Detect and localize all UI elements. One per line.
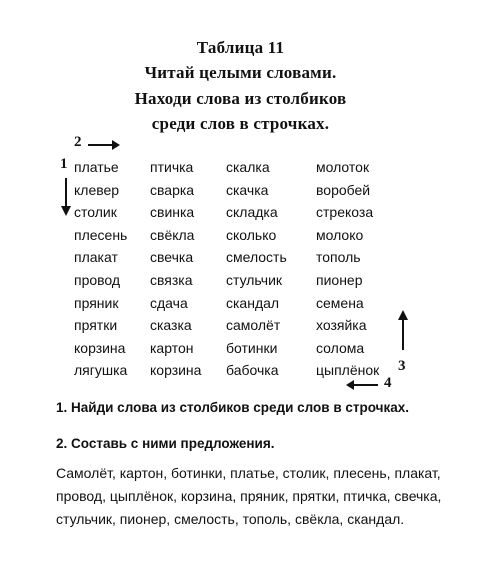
word-cell: столик bbox=[74, 204, 117, 221]
word-column-1 bbox=[74, 156, 127, 382]
word-cell: лягушка bbox=[74, 362, 128, 379]
word-cell: корзина bbox=[150, 362, 202, 379]
word-cell: платье bbox=[74, 159, 119, 175]
task-item-2: 2. Составь с ними предложения. bbox=[56, 436, 275, 451]
marker-3: 3 bbox=[398, 358, 406, 374]
word-cell: воробей bbox=[316, 181, 371, 198]
marker-4: 4 bbox=[384, 375, 392, 391]
word-cell: складка bbox=[226, 204, 278, 221]
marker-2: 2 bbox=[74, 134, 82, 150]
right-arrow-icon bbox=[86, 138, 122, 152]
word-cell: птичка bbox=[150, 159, 194, 175]
word-cell: картон bbox=[150, 339, 194, 356]
word-cell: плакат bbox=[74, 249, 118, 266]
word-cell: свечка bbox=[150, 249, 194, 266]
word-cell: смелость bbox=[226, 249, 287, 266]
word-cell: сдача bbox=[150, 294, 188, 311]
word-cell: скандал bbox=[226, 294, 280, 311]
word-cell: хозяйка bbox=[316, 317, 367, 334]
table-title: Таблица 11 bbox=[196, 38, 285, 57]
word-cell: бабочка bbox=[226, 362, 279, 379]
word-cell: стульчик bbox=[226, 271, 283, 288]
word-cell: самолёт bbox=[226, 317, 281, 334]
word-cell: цыплёнок bbox=[316, 362, 380, 379]
word-cell: провод bbox=[74, 271, 121, 288]
task-item-1: 1. Найди слова из столбиков среди слов в строчках. bbox=[56, 400, 410, 415]
word-cell: свинка bbox=[150, 204, 195, 221]
word-cell: стрекоза bbox=[316, 204, 374, 221]
word-column-2 bbox=[150, 156, 201, 382]
word-cell: тополь bbox=[316, 249, 361, 266]
word-cell: клевер bbox=[74, 181, 120, 198]
word-cell: солома bbox=[316, 339, 365, 356]
word-cell: пионер bbox=[316, 271, 363, 288]
word-cell: ботинки bbox=[226, 339, 278, 356]
word-column-3 bbox=[226, 156, 287, 382]
word-cell: сколько bbox=[226, 226, 277, 243]
word-cell: плесень bbox=[74, 226, 128, 243]
word-cell: молоко bbox=[316, 226, 364, 243]
word-cell: сварка bbox=[150, 181, 195, 198]
marker-1: 1 bbox=[60, 156, 68, 172]
answer-word-list: Самолёт, картон, ботинки, платье, столик, плесень, плакат, провод, цыплёнок, корзина, пряник, прятки, птичка, свечка, стульчик, пионер, смелость, тополь, свёкла, скандал. bbox=[56, 465, 442, 527]
word-cell: корзина bbox=[74, 339, 126, 356]
word-cell: прятки bbox=[74, 317, 118, 334]
word-column-4 bbox=[316, 156, 379, 382]
word-table bbox=[0, 156, 481, 381]
word-cell: пряник bbox=[74, 294, 119, 311]
word-cell: семена bbox=[316, 294, 364, 311]
word-cell: молоток bbox=[316, 159, 370, 175]
word-cell: скачка bbox=[226, 181, 269, 198]
word-cell: сказка bbox=[150, 317, 192, 334]
instruction-find-words-line2: среди слов в строчках. bbox=[151, 114, 330, 133]
word-cell: скалка bbox=[226, 159, 270, 175]
instruction-read-whole-words: Читай целыми словами. bbox=[144, 63, 337, 82]
word-cell: свёкла bbox=[150, 226, 195, 243]
word-cell: связка bbox=[150, 271, 193, 288]
instruction-find-words-line1: Находи слова из столбиков bbox=[134, 89, 347, 108]
